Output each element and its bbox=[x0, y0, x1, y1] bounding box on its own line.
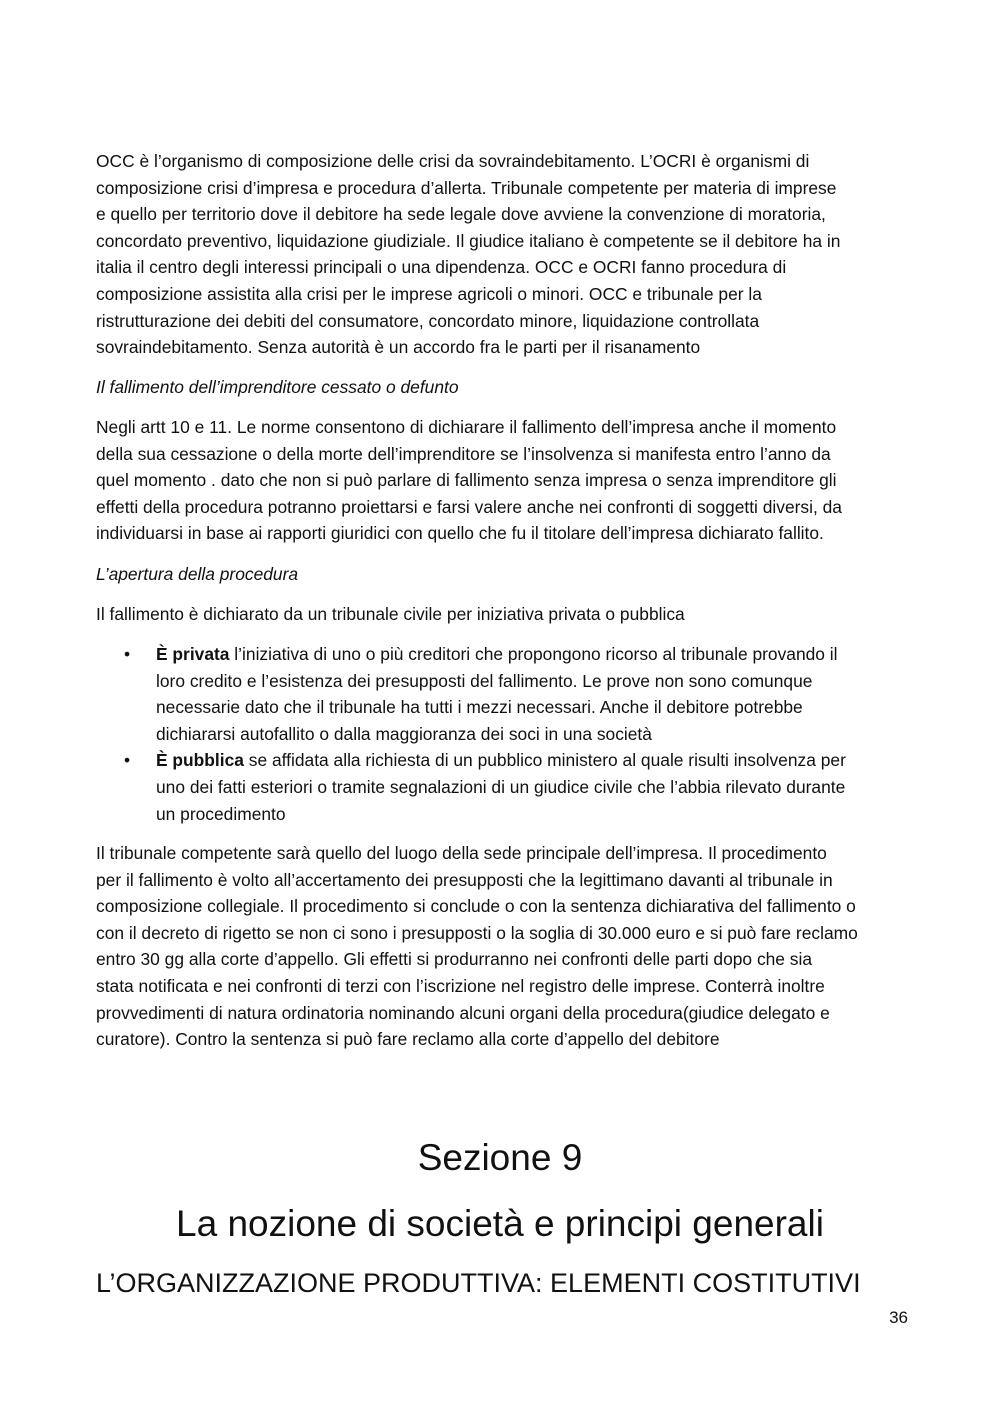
bullet-item-privata bbox=[96, 641, 908, 747]
section-title-heading: La nozione di società e principi generali bbox=[176, 1203, 824, 1244]
paragraph-artt-10-11: Negli artt 10 e 11. Le norme consentono di dichiarare il fallimento dell’impresa anche il momento della sua cessazione o della morte dell’imprenditore se l’insolvenza si manifesta entro l’anno da quel momento . dato che non si può parlare di fallimento senza impresa o senza imprenditore gli effetti della procedura potranno proiettarsi e farsi valere anche nei confronti di soggetti diversi, da individuarsi in base ai rapporti giuridici con quello che fu il titolare dell’impresa dichiarato fallito. bbox=[96, 417, 842, 544]
bullet-marker: • bbox=[124, 750, 131, 771]
initiative-bullet-list bbox=[96, 641, 908, 827]
bullet-bold-label: È privata bbox=[156, 644, 230, 664]
paragraph-tribunale-competente: Il tribunale competente sarà quello del luogo della sede principale dell’impresa. Il procedimento per il fallimento è volto all’accertamento dei presupposti che la legittimano davanti al tribunale in composizione collegiale. Il procedimento si conclude o con la sentenza dichiarativa del fallimento o con il decreto di rigetto se non ci sono i presupposti o la soglia di 30.000 euro e si può fare reclamo entro 30 gg alla corte d’appello. Gli effetti si produrranno nei confronti delle parti dopo che sia stata notificata e nei confronti di terzi con l’iscrizione nel registro delle imprese. Conterrà inoltre provvedimenti di natura ordinatoria nominando alcuni organi della procedura(giudice delegato e curatore). Contro la sentenza si può fare reclamo alla corte d’appello del debitore bbox=[96, 843, 858, 1050]
paragraph-occ-ocri: OCC è l’organismo di composizione delle crisi da sovraindebitamento. L’OCRI è organismi di composizione crisi d’impresa e procedura d’allerta. Tribunale competente per materia di imprese e quello per territorio dove il debitore ha sede legale dove avviene la convenzione di moratoria, concordato preventivo, liquidazione giudiziale. Il giudice italiano è competente se il debitore ha in italia il centro degli interessi principali o una dipendenza. OCC e OCRI fanno procedura di composizione assistita alla crisi per le imprese agricoli o minori. OCC e tribunale per la ristrutturazione dei debiti del consumatore, concordato minore, liquidazione controllata sovraindebitamento. Senza autorità è un accordo fra le parti per il risanamento bbox=[96, 151, 841, 358]
italic-heading-fallimento-imprenditore: Il fallimento dell’imprenditore cessato o defunto bbox=[96, 377, 459, 397]
page-number: 36 bbox=[889, 1308, 908, 1327]
section-number-heading: Sezione 9 bbox=[417, 1137, 583, 1178]
bullet-text: se affidata alla richiesta di un pubblico ministero al quale risulti insolvenza per uno dei fatti esteriori o tramite segnalazioni di un giudice civile che l’abbia rilevato durante un procedimento bbox=[156, 750, 846, 824]
bullet-marker: • bbox=[124, 644, 131, 664]
bullet-text: l’iniziativa di uno o più creditori che propongono ricorso al tribunale provando il loro credito e l’esistenza dei presupposti del fallimento. Le prove non sono comunque necessarie dato che il tribunale ha tutti i mezzi necessari. Anche il debitore potrebbe dichiararsi autofallito o dalla maggioranza dei soci in una società bbox=[156, 644, 838, 744]
paragraph-dichiarazione-fallimento: Il fallimento è dichiarato da un tribunale civile per iniziativa privata o pubblica bbox=[96, 604, 685, 624]
italic-heading-apertura-procedura: L’apertura della procedura bbox=[96, 564, 299, 584]
section-subtitle-heading: L’ORGANIZZAZIONE PRODUTTIVA: ELEMENTI COSTITUTIVI bbox=[96, 1268, 861, 1298]
bullet-bold-label: È pubblica bbox=[156, 750, 244, 771]
bullet-item-pubblica bbox=[96, 747, 908, 827]
